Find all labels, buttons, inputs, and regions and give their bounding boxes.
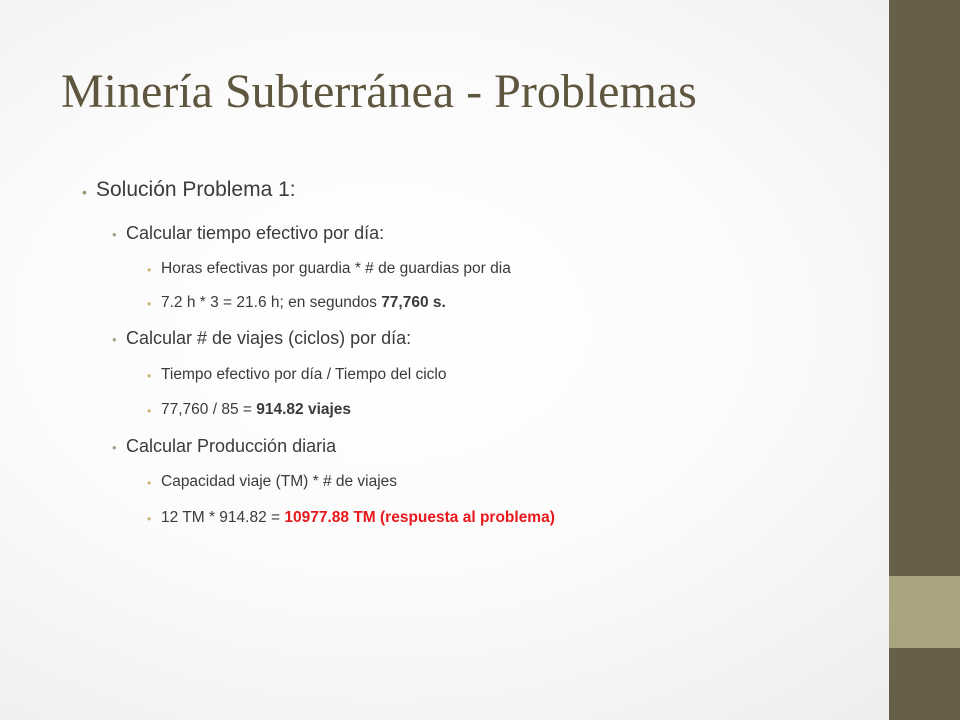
bullet-dot-icon: • bbox=[147, 263, 152, 277]
bullet-text: 77,760 / 85 = bbox=[161, 401, 257, 418]
bullet-tiempo-efectivo-ciclo bbox=[147, 366, 447, 384]
bullet-solucion bbox=[82, 178, 296, 202]
bullet-calcular-tiempo bbox=[112, 223, 385, 244]
bullet-text: Calcular tiempo efectivo por día: bbox=[126, 223, 385, 243]
bullet-dot-icon: • bbox=[147, 297, 152, 311]
bullet-text: Tiempo efectivo por día / Tiempo del ciclo bbox=[161, 366, 447, 383]
bullet-dot-icon: • bbox=[112, 332, 117, 347]
bullet-text: 7.2 h * 3 = 21.6 h; en segundos bbox=[161, 294, 382, 311]
sidebar-bar-bottom bbox=[889, 648, 960, 720]
bullet-viajes-result bbox=[147, 401, 352, 419]
bullet-dot-icon: • bbox=[112, 227, 117, 242]
sidebar-bar-middle bbox=[889, 576, 960, 648]
slide-title: Minería Subterránea - Problemas bbox=[61, 65, 697, 118]
bullet-dot-icon: • bbox=[147, 512, 152, 526]
answer-highlight: 10977.88 TM (respuesta al problema) bbox=[284, 509, 555, 526]
bullet-text: Solución Problema 1: bbox=[96, 178, 296, 201]
bullet-calcular-viajes bbox=[112, 328, 412, 349]
bullet-text: 12 TM * 914.82 = bbox=[161, 509, 285, 526]
bullet-dot-icon: • bbox=[147, 476, 152, 490]
bullet-dot-icon: • bbox=[147, 369, 152, 383]
bullet-segundos bbox=[147, 294, 446, 312]
bullet-bold-value: 77,760 s. bbox=[381, 294, 446, 311]
bullet-bold-value: 914.82 viajes bbox=[256, 401, 352, 418]
bullet-text: Horas efectivas por guardia * # de guardias por dia bbox=[161, 260, 511, 277]
bullet-text: Capacidad viaje (TM) * # de viajes bbox=[161, 473, 398, 490]
bullet-calcular-produccion bbox=[112, 436, 337, 457]
bullet-text: Calcular Producción diaria bbox=[126, 436, 337, 456]
bullet-horas-efectivas bbox=[147, 260, 511, 278]
bullet-produccion-result bbox=[147, 509, 555, 527]
bullet-dot-icon: • bbox=[147, 404, 152, 418]
bullet-dot-icon: • bbox=[82, 184, 87, 200]
sidebar-bar-top bbox=[889, 0, 960, 576]
bullet-dot-icon: • bbox=[112, 440, 117, 455]
bullet-capacidad-viaje bbox=[147, 473, 398, 491]
bullet-text: Calcular # de viajes (ciclos) por día: bbox=[126, 328, 412, 348]
